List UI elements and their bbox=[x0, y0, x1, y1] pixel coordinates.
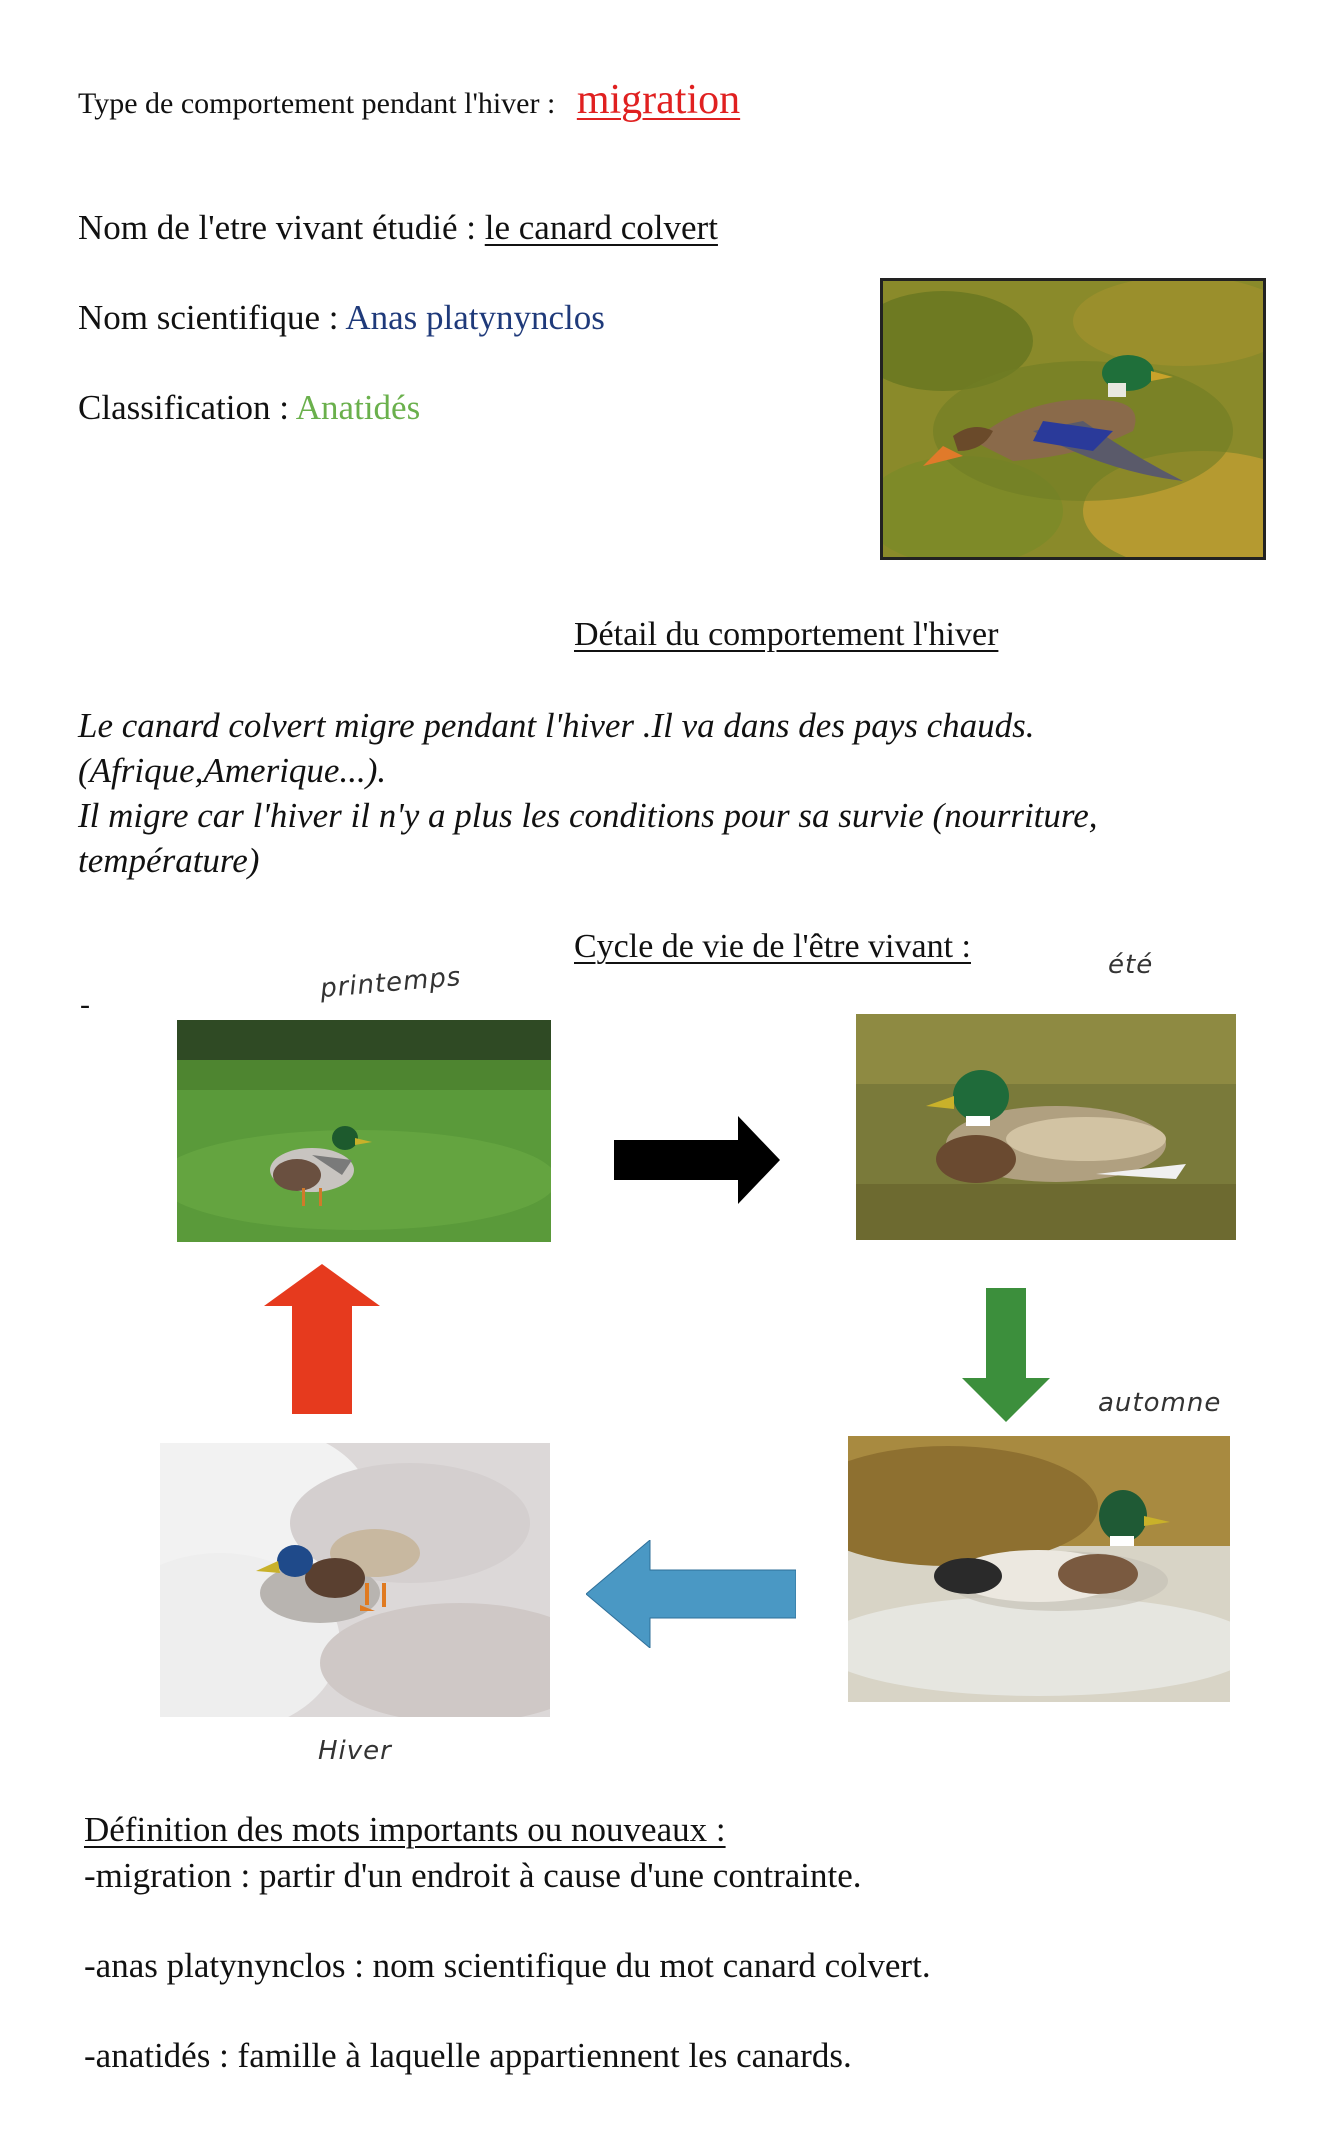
arrow-down-icon bbox=[962, 1288, 1050, 1422]
duck-in-snow-photo bbox=[160, 1443, 550, 1717]
scientific-value: Anas platynynclos bbox=[345, 298, 605, 337]
scientific-line bbox=[78, 298, 605, 338]
stray-dash: - bbox=[80, 988, 90, 1021]
behavior-value: migration bbox=[576, 77, 741, 123]
season-label-summer: été bbox=[1108, 950, 1154, 980]
season-label-spring: printemps bbox=[318, 961, 463, 1005]
cycle-heading: Cycle de vie de l'être vivant : bbox=[574, 928, 971, 965]
classification-value: Anatidés bbox=[295, 388, 421, 427]
duck-on-grass-photo bbox=[177, 1020, 551, 1242]
detail-line-1: Le canard colvert migre pendant l'hiver .Il va dans des pays chauds. bbox=[78, 706, 1035, 745]
definition-item-migration: -migration : partir d'un endroit à cause d'une contrainte. bbox=[84, 1856, 862, 1895]
classification-label: Classification : bbox=[78, 388, 289, 427]
detail-heading: Détail du comportement l'hiver bbox=[574, 616, 999, 653]
arrow-right-icon bbox=[614, 1116, 780, 1204]
arrow-up-icon bbox=[264, 1264, 380, 1414]
detail-line-4: température) bbox=[78, 841, 260, 880]
definition-item-anas: -anas platynynclos : nom scientifique du mot canard colvert. bbox=[84, 1946, 931, 1985]
name-value: le canard colvert bbox=[484, 208, 718, 247]
scientific-label: Nom scientifique : bbox=[78, 298, 339, 337]
behavior-label: Type de comportement pendant l'hiver : bbox=[78, 87, 556, 120]
detail-line-3: Il migre car l'hiver il n'y a plus les conditions pour sa survie (nourriture, bbox=[78, 796, 1098, 835]
season-label-winter: Hiver bbox=[318, 1736, 392, 1766]
name-label: Nom de l'etre vivant étudié : bbox=[78, 208, 476, 247]
detail-line-2: (Afrique,Amerique...). bbox=[78, 751, 387, 790]
duck-swimming-photo bbox=[848, 1436, 1230, 1702]
flying-duck-photo bbox=[880, 278, 1266, 560]
behavior-line bbox=[78, 76, 740, 124]
classification-line bbox=[78, 388, 420, 428]
duck-resting-photo bbox=[856, 1014, 1236, 1240]
arrow-left-icon bbox=[586, 1540, 796, 1648]
name-line bbox=[78, 208, 718, 248]
definitions-heading: Définition des mots importants ou nouveaux : bbox=[84, 1810, 726, 1849]
season-label-autumn: automne bbox=[1098, 1388, 1222, 1418]
definition-item-anatides: -anatidés : famille à laquelle appartiennent les canards. bbox=[84, 2036, 852, 2075]
